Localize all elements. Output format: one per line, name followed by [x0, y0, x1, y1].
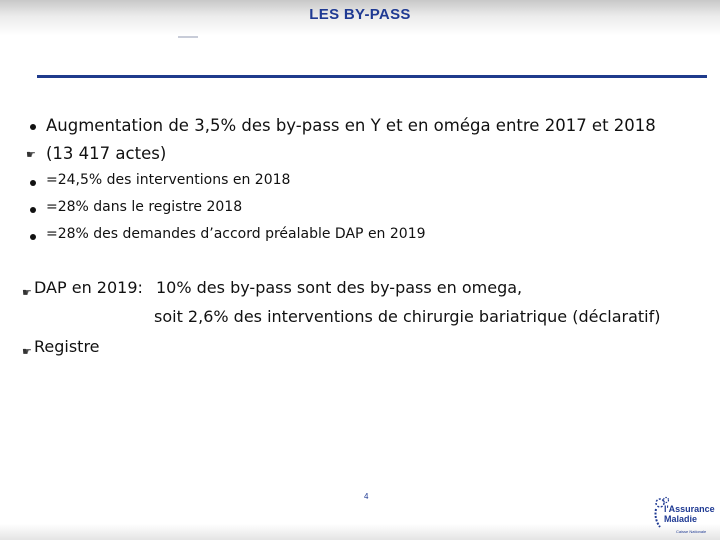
dap-text-continued: soit 2,6% des interventions de chirurgie bariatrique (déclaratif)	[154, 307, 661, 326]
bullet-text: Augmentation de 3,5% des by-pass en Y et en oméga entre 2017 et 2018	[46, 116, 656, 135]
logo-text: l'Assurance	[664, 504, 715, 514]
sub-bullet-text: =28% des demandes d’accord préalable DAP en 2019	[46, 226, 426, 242]
header-divider	[37, 75, 707, 78]
page-number: 4	[364, 492, 369, 501]
pointing-hand-icon: ☛	[26, 148, 36, 161]
page-title: LES BY-PASS	[309, 6, 411, 23]
pointing-hand-icon: ☛	[22, 286, 32, 299]
bullet-icon	[30, 234, 36, 240]
bullet-icon	[30, 124, 36, 130]
registre-label: Registre	[34, 337, 100, 356]
bullet-icon	[30, 207, 36, 213]
dap-label: DAP en 2019:	[34, 278, 143, 297]
logo-subtext: Caisse Nationale	[676, 529, 707, 534]
bullet-text-continued: (13 417 actes)	[46, 144, 167, 163]
bullet-icon	[30, 180, 36, 186]
footer-bar	[0, 524, 720, 540]
title-accent	[178, 36, 198, 38]
pointing-hand-icon: ☛	[22, 345, 32, 358]
logo-text: Maladie	[664, 514, 698, 524]
sub-bullet-text: =24,5% des interventions en 2018	[46, 172, 291, 188]
sub-bullet-text: =28% dans le registre 2018	[46, 199, 243, 215]
dap-text: 10% des by-pass sont des by-pass en omega,	[156, 278, 523, 297]
